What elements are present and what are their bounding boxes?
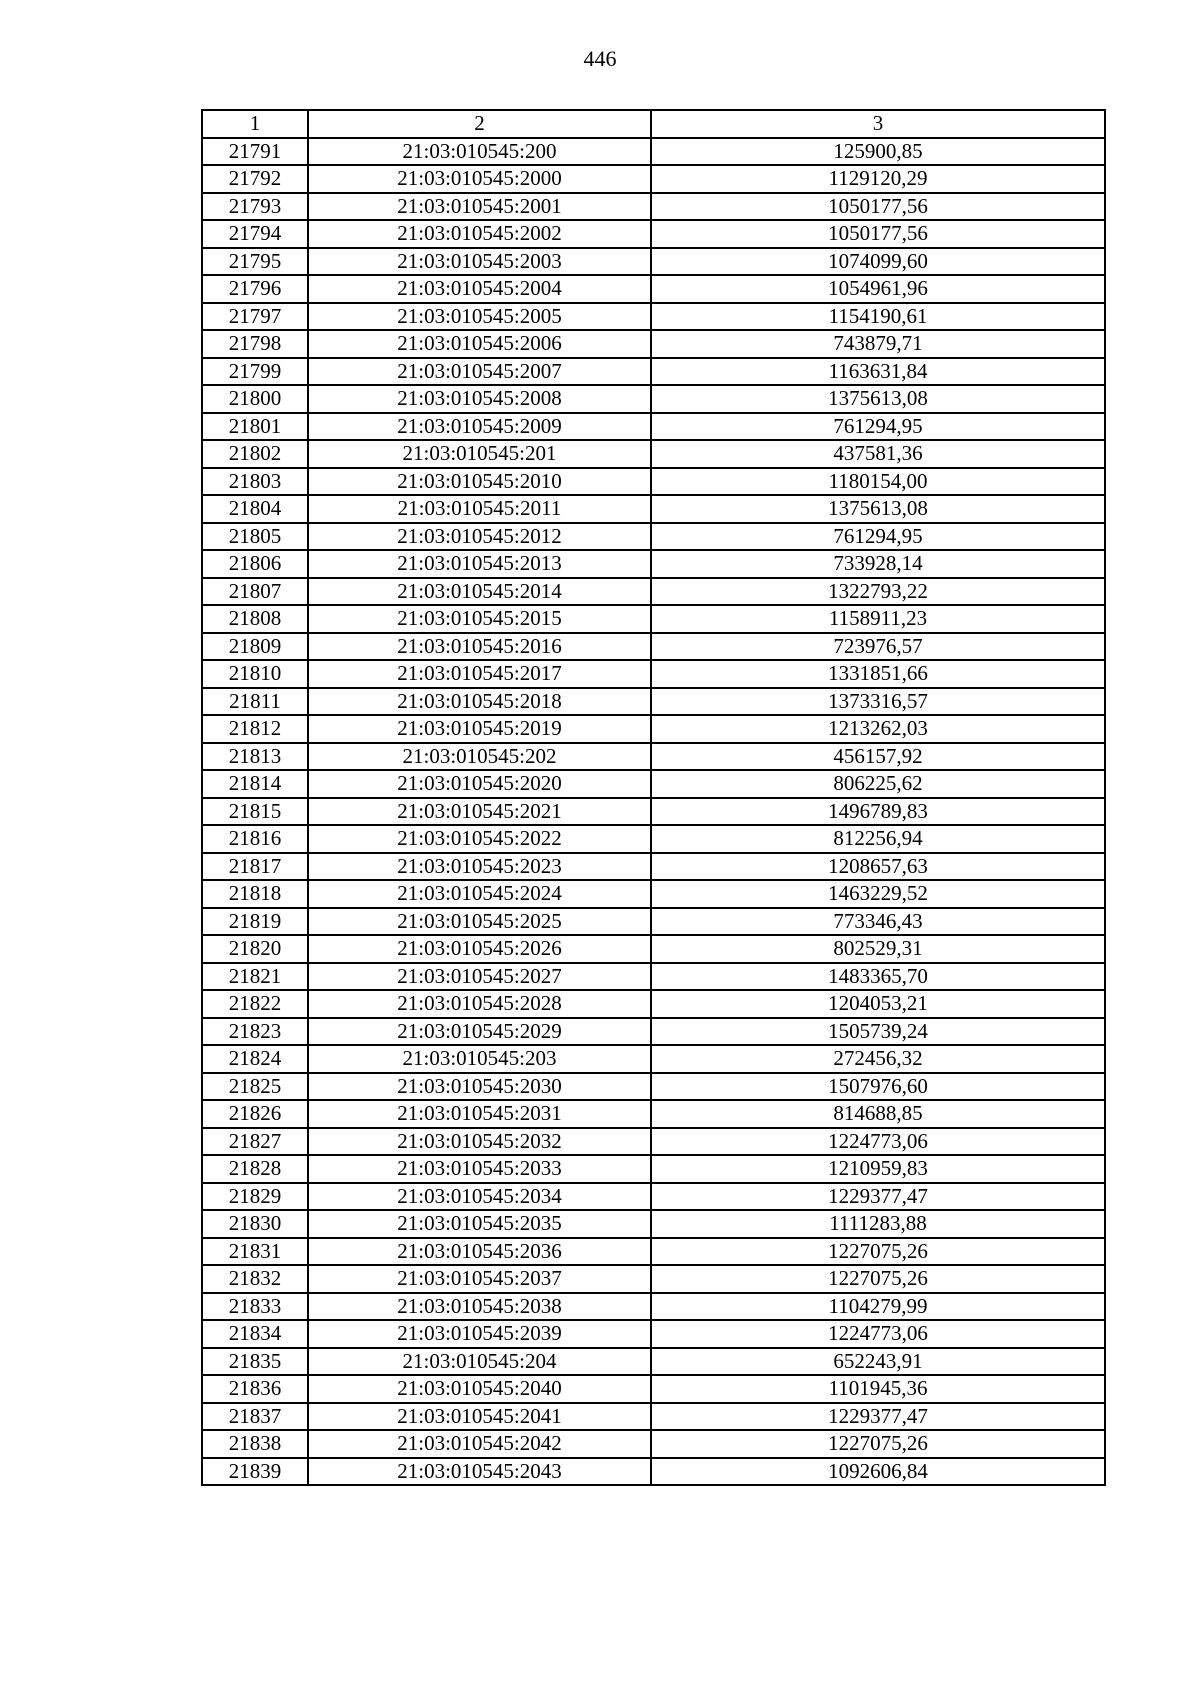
cadastral-number-cell: 21:03:010545:2009	[308, 413, 651, 441]
cadastral-number-cell: 21:03:010545:2036	[308, 1238, 651, 1266]
row-number-cell: 21813	[202, 743, 308, 771]
row-number-cell: 21800	[202, 385, 308, 413]
cadastral-number-cell: 21:03:010545:2032	[308, 1128, 651, 1156]
value-cell: 812256,94	[651, 825, 1105, 853]
value-cell: 437581,36	[651, 440, 1105, 468]
cadastral-number-cell: 21:03:010545:2006	[308, 330, 651, 358]
table-row	[202, 1210, 1105, 1238]
value-cell: 1463229,52	[651, 880, 1105, 908]
table-row	[202, 825, 1105, 853]
value-cell: 806225,62	[651, 770, 1105, 798]
row-number-cell: 21832	[202, 1265, 308, 1293]
cadastral-number-cell: 21:03:010545:204	[308, 1348, 651, 1376]
row-number-cell: 21796	[202, 275, 308, 303]
row-number-cell: 21829	[202, 1183, 308, 1211]
row-number-cell: 21807	[202, 578, 308, 606]
row-number-cell: 21797	[202, 303, 308, 331]
row-number-cell: 21804	[202, 495, 308, 523]
cadastral-number-cell: 21:03:010545:2033	[308, 1155, 651, 1183]
value-cell: 1111283,88	[651, 1210, 1105, 1238]
cadastral-number-cell: 21:03:010545:2016	[308, 633, 651, 661]
row-number-cell: 21821	[202, 963, 308, 991]
header-cell-3: 3	[651, 110, 1105, 138]
cadastral-number-cell: 21:03:010545:201	[308, 440, 651, 468]
table-row	[202, 440, 1105, 468]
cadastral-number-cell: 21:03:010545:200	[308, 138, 651, 166]
table-row	[202, 550, 1105, 578]
cadastral-number-cell: 21:03:010545:2030	[308, 1073, 651, 1101]
table-row	[202, 358, 1105, 386]
cadastral-number-cell: 21:03:010545:2020	[308, 770, 651, 798]
row-number-cell: 21822	[202, 990, 308, 1018]
cadastral-number-cell: 21:03:010545:2028	[308, 990, 651, 1018]
value-cell: 1224773,06	[651, 1320, 1105, 1348]
table-row	[202, 385, 1105, 413]
value-cell: 1375613,08	[651, 495, 1105, 523]
table-row	[202, 248, 1105, 276]
cadastral-number-cell: 21:03:010545:2019	[308, 715, 651, 743]
table-row	[202, 1293, 1105, 1321]
cadastral-number-cell: 21:03:010545:2040	[308, 1375, 651, 1403]
table-row	[202, 660, 1105, 688]
value-cell: 1375613,08	[651, 385, 1105, 413]
table-row	[202, 853, 1105, 881]
table-row	[202, 193, 1105, 221]
value-cell: 456157,92	[651, 743, 1105, 771]
cadastral-number-cell: 21:03:010545:2021	[308, 798, 651, 826]
table-row	[202, 743, 1105, 771]
row-number-cell: 21837	[202, 1403, 308, 1431]
value-cell: 1505739,24	[651, 1018, 1105, 1046]
table-row	[202, 798, 1105, 826]
value-cell: 733928,14	[651, 550, 1105, 578]
table-row	[202, 715, 1105, 743]
row-number-cell: 21818	[202, 880, 308, 908]
value-cell: 1050177,56	[651, 220, 1105, 248]
table-row	[202, 1100, 1105, 1128]
row-number-cell: 21815	[202, 798, 308, 826]
row-number-cell: 21833	[202, 1293, 308, 1321]
row-number-cell: 21799	[202, 358, 308, 386]
value-cell: 1163631,84	[651, 358, 1105, 386]
row-number-cell: 21824	[202, 1045, 308, 1073]
table-row	[202, 633, 1105, 661]
row-number-cell: 21816	[202, 825, 308, 853]
table-row	[202, 935, 1105, 963]
row-number-cell: 21817	[202, 853, 308, 881]
value-cell: 125900,85	[651, 138, 1105, 166]
value-cell: 1229377,47	[651, 1183, 1105, 1211]
row-number-cell: 21830	[202, 1210, 308, 1238]
cadastral-number-cell: 21:03:010545:2010	[308, 468, 651, 496]
row-number-cell: 21801	[202, 413, 308, 441]
value-cell: 761294,95	[651, 413, 1105, 441]
table-row	[202, 1045, 1105, 1073]
header-cell-1: 1	[202, 110, 308, 138]
value-cell: 1129120,29	[651, 165, 1105, 193]
cadastral-number-cell: 21:03:010545:2004	[308, 275, 651, 303]
value-cell: 1154190,61	[651, 303, 1105, 331]
table-row	[202, 1320, 1105, 1348]
registry-table	[201, 109, 1106, 1486]
table-row	[202, 963, 1105, 991]
row-number-cell: 21803	[202, 468, 308, 496]
page-number: 446	[583, 46, 617, 71]
table-row	[202, 990, 1105, 1018]
table-row	[202, 578, 1105, 606]
row-number-cell: 21828	[202, 1155, 308, 1183]
row-number-cell: 21827	[202, 1128, 308, 1156]
value-cell: 272456,32	[651, 1045, 1105, 1073]
row-number-cell: 21836	[202, 1375, 308, 1403]
table-row	[202, 523, 1105, 551]
row-number-cell: 21810	[202, 660, 308, 688]
table-row	[202, 495, 1105, 523]
cadastral-number-cell: 21:03:010545:2002	[308, 220, 651, 248]
row-number-cell: 21805	[202, 523, 308, 551]
row-number-cell: 21809	[202, 633, 308, 661]
value-cell: 1213262,03	[651, 715, 1105, 743]
value-cell: 1224773,06	[651, 1128, 1105, 1156]
value-cell: 652243,91	[651, 1348, 1105, 1376]
cadastral-number-cell: 21:03:010545:2007	[308, 358, 651, 386]
value-cell: 1227075,26	[651, 1430, 1105, 1458]
row-number-cell: 21838	[202, 1430, 308, 1458]
cadastral-number-cell: 21:03:010545:2018	[308, 688, 651, 716]
value-cell: 1507976,60	[651, 1073, 1105, 1101]
row-number-cell: 21820	[202, 935, 308, 963]
value-cell: 1210959,83	[651, 1155, 1105, 1183]
table-row	[202, 1430, 1105, 1458]
cadastral-number-cell: 21:03:010545:2031	[308, 1100, 651, 1128]
value-cell: 1208657,63	[651, 853, 1105, 881]
value-cell: 1496789,83	[651, 798, 1105, 826]
cadastral-number-cell: 21:03:010545:2000	[308, 165, 651, 193]
cadastral-number-cell: 21:03:010545:2042	[308, 1430, 651, 1458]
value-cell: 1074099,60	[651, 248, 1105, 276]
cadastral-number-cell: 21:03:010545:2015	[308, 605, 651, 633]
table-row	[202, 1183, 1105, 1211]
cadastral-number-cell: 21:03:010545:2039	[308, 1320, 651, 1348]
table-row	[202, 303, 1105, 331]
table-row	[202, 1073, 1105, 1101]
value-cell: 1092606,84	[651, 1458, 1105, 1486]
cadastral-number-cell: 21:03:010545:2024	[308, 880, 651, 908]
cadastral-number-cell: 21:03:010545:2003	[308, 248, 651, 276]
cadastral-number-cell: 21:03:010545:2025	[308, 908, 651, 936]
row-number-cell: 21835	[202, 1348, 308, 1376]
cadastral-number-cell: 21:03:010545:2017	[308, 660, 651, 688]
table-row	[202, 1128, 1105, 1156]
table-row	[202, 138, 1105, 166]
table-body	[202, 138, 1105, 1486]
table-header	[202, 110, 1105, 138]
cadastral-number-cell: 21:03:010545:2008	[308, 385, 651, 413]
row-number-cell: 21826	[202, 1100, 308, 1128]
cadastral-number-cell: 21:03:010545:2001	[308, 193, 651, 221]
row-number-cell: 21819	[202, 908, 308, 936]
value-cell: 1227075,26	[651, 1265, 1105, 1293]
value-cell: 814688,85	[651, 1100, 1105, 1128]
table-row	[202, 330, 1105, 358]
value-cell: 1373316,57	[651, 688, 1105, 716]
cadastral-number-cell: 21:03:010545:2022	[308, 825, 651, 853]
value-cell: 1050177,56	[651, 193, 1105, 221]
row-number-cell: 21792	[202, 165, 308, 193]
header-row	[202, 110, 1105, 138]
cadastral-number-cell: 21:03:010545:2027	[308, 963, 651, 991]
row-number-cell: 21808	[202, 605, 308, 633]
cadastral-number-cell: 21:03:010545:2026	[308, 935, 651, 963]
cadastral-number-cell: 21:03:010545:2012	[308, 523, 651, 551]
row-number-cell: 21802	[202, 440, 308, 468]
table-row	[202, 1265, 1105, 1293]
table-row	[202, 605, 1105, 633]
row-number-cell: 21793	[202, 193, 308, 221]
table-row	[202, 1018, 1105, 1046]
row-number-cell: 21814	[202, 770, 308, 798]
value-cell: 1101945,36	[651, 1375, 1105, 1403]
value-cell: 761294,95	[651, 523, 1105, 551]
table-row	[202, 908, 1105, 936]
cadastral-number-cell: 21:03:010545:2043	[308, 1458, 651, 1486]
cadastral-number-cell: 21:03:010545:2013	[308, 550, 651, 578]
table-row	[202, 688, 1105, 716]
row-number-cell: 21811	[202, 688, 308, 716]
cadastral-number-cell: 21:03:010545:2034	[308, 1183, 651, 1211]
cadastral-number-cell: 21:03:010545:2023	[308, 853, 651, 881]
table-row	[202, 275, 1105, 303]
value-cell: 743879,71	[651, 330, 1105, 358]
row-number-cell: 21795	[202, 248, 308, 276]
value-cell: 1204053,21	[651, 990, 1105, 1018]
cadastral-number-cell: 21:03:010545:2035	[308, 1210, 651, 1238]
cadastral-number-cell: 21:03:010545:2011	[308, 495, 651, 523]
cadastral-number-cell: 21:03:010545:2029	[308, 1018, 651, 1046]
value-cell: 1229377,47	[651, 1403, 1105, 1431]
table-row	[202, 1348, 1105, 1376]
cadastral-number-cell: 21:03:010545:202	[308, 743, 651, 771]
row-number-cell: 21825	[202, 1073, 308, 1101]
row-number-cell: 21831	[202, 1238, 308, 1266]
row-number-cell: 21812	[202, 715, 308, 743]
table-row	[202, 468, 1105, 496]
value-cell: 802529,31	[651, 935, 1105, 963]
value-cell: 773346,43	[651, 908, 1105, 936]
value-cell: 1180154,00	[651, 468, 1105, 496]
table-row	[202, 1375, 1105, 1403]
table-row	[202, 1403, 1105, 1431]
value-cell: 1054961,96	[651, 275, 1105, 303]
header-cell-2: 2	[308, 110, 651, 138]
cadastral-number-cell: 21:03:010545:2005	[308, 303, 651, 331]
cadastral-number-cell: 21:03:010545:2041	[308, 1403, 651, 1431]
row-number-cell: 21834	[202, 1320, 308, 1348]
value-cell: 1483365,70	[651, 963, 1105, 991]
cadastral-number-cell: 21:03:010545:2014	[308, 578, 651, 606]
table-row	[202, 165, 1105, 193]
table-row	[202, 220, 1105, 248]
value-cell: 723976,57	[651, 633, 1105, 661]
cadastral-number-cell: 21:03:010545:203	[308, 1045, 651, 1073]
row-number-cell: 21798	[202, 330, 308, 358]
value-cell: 1331851,66	[651, 660, 1105, 688]
row-number-cell: 21794	[202, 220, 308, 248]
value-cell: 1104279,99	[651, 1293, 1105, 1321]
table-row	[202, 1458, 1105, 1486]
cadastral-number-cell: 21:03:010545:2037	[308, 1265, 651, 1293]
table-row	[202, 413, 1105, 441]
value-cell: 1322793,22	[651, 578, 1105, 606]
table-row	[202, 770, 1105, 798]
row-number-cell: 21823	[202, 1018, 308, 1046]
table-row	[202, 1155, 1105, 1183]
row-number-cell: 21806	[202, 550, 308, 578]
value-cell: 1227075,26	[651, 1238, 1105, 1266]
cadastral-number-cell: 21:03:010545:2038	[308, 1293, 651, 1321]
row-number-cell: 21839	[202, 1458, 308, 1486]
row-number-cell: 21791	[202, 138, 308, 166]
value-cell: 1158911,23	[651, 605, 1105, 633]
table-row	[202, 880, 1105, 908]
table-row	[202, 1238, 1105, 1266]
